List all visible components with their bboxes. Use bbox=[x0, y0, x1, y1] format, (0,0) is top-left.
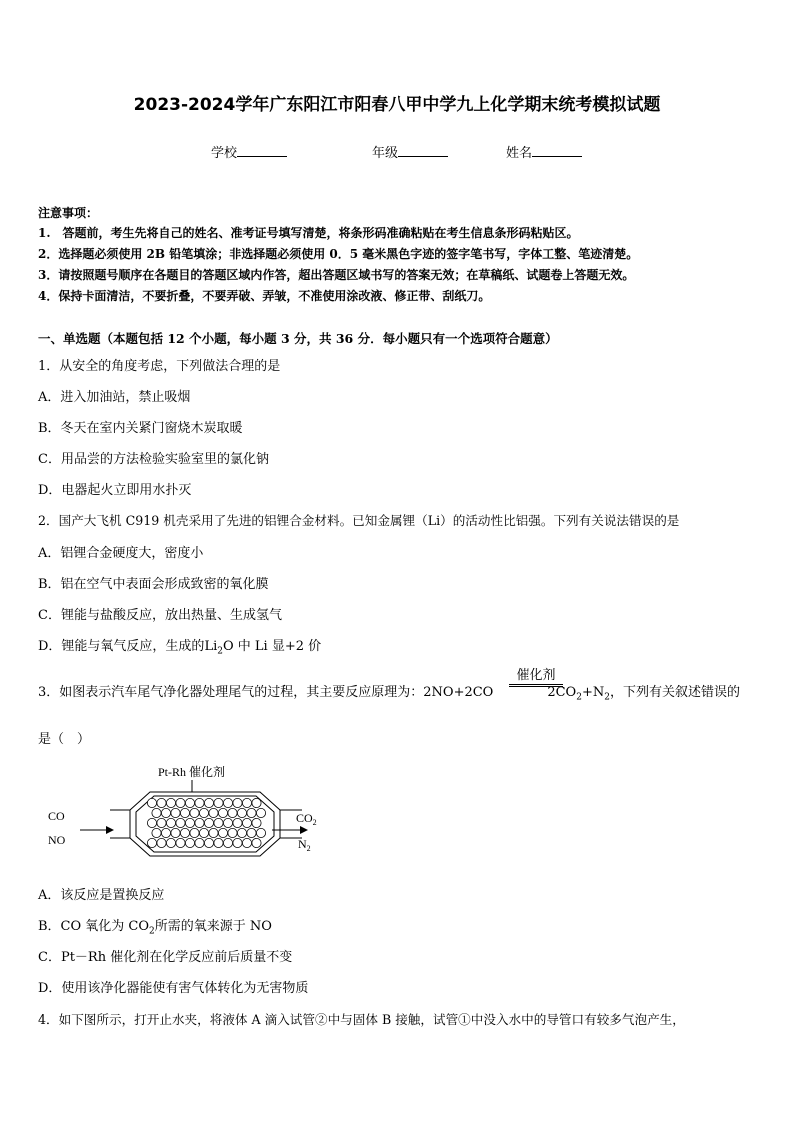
catalyst-bead bbox=[252, 798, 261, 807]
catalyst-bead bbox=[199, 828, 208, 837]
catalytic-converter-diagram bbox=[40, 758, 340, 868]
catalyst-bead bbox=[233, 798, 242, 807]
catalyst-bead bbox=[185, 798, 194, 807]
catalyst-bead bbox=[228, 828, 237, 837]
catalyst-bead bbox=[252, 838, 261, 847]
catalyst-bead bbox=[223, 818, 232, 827]
catalyst-bead bbox=[242, 838, 251, 847]
catalyst-bead bbox=[176, 838, 185, 847]
catalyst-bead bbox=[237, 828, 246, 837]
catalyst-bead bbox=[152, 828, 161, 837]
catalyst-bead bbox=[147, 818, 156, 827]
catalyst-bead bbox=[157, 798, 166, 807]
notice-item: 2．选择题必须使用 2B 铅笔填涂；非选择题必须使用 0．5 毫米黑色字迹的签字笔书写，字体工整、笔迹清楚。 bbox=[38, 247, 639, 261]
catalyst-bead bbox=[190, 828, 199, 837]
catalyst-bead bbox=[247, 828, 256, 837]
q3-subscript2: 2 bbox=[604, 692, 610, 703]
question-3-stem-line2: 是（ ） bbox=[38, 732, 91, 747]
inlet-arrow-head bbox=[106, 826, 114, 834]
catalyst-bead bbox=[228, 808, 237, 817]
notice-item: 1. 答题前，考生先将自己的姓名、准考证号填写清楚，将条形码准确粘贴在考生信息条形码粘贴区。 bbox=[38, 226, 579, 240]
catalyst-bead bbox=[195, 838, 204, 847]
catalyst-bead bbox=[171, 828, 180, 837]
question-2-stem: 2．国产大飞机 C919 机壳采用了先进的铝锂合金材料。已知金属锂（Li）的活动性比铝强。下列有关说法错误的是 bbox=[38, 513, 680, 528]
catalyst-bead bbox=[157, 838, 166, 847]
catalyst-bead bbox=[166, 818, 175, 827]
q3-subscript: 2 bbox=[576, 692, 582, 703]
inlet-gas-co: CO bbox=[48, 809, 65, 823]
grade-label: 年级 bbox=[372, 146, 399, 161]
q2-option-c: C．锂能与盐酸反应，放出热量、生成氢气 bbox=[38, 608, 282, 623]
grade-field bbox=[372, 142, 448, 161]
q3-stem-text: 3．如图表示汽车尾气净化器处理尾气的过程，其主要反应原理为：2NO+2CO bbox=[38, 685, 494, 700]
school-label: 学校 bbox=[211, 146, 238, 161]
catalyst-bead bbox=[247, 808, 256, 817]
q3-b-text: B．CO 氧化为 CO bbox=[38, 919, 150, 934]
notice-item: 3．请按照题号顺序在各题目的答题区域内作答，超出答题区域书写的答案无效；在草稿纸、试题卷上答题无效。 bbox=[38, 268, 635, 282]
catalyst-bead bbox=[209, 828, 218, 837]
catalyst-label: 催化剂 bbox=[516, 668, 556, 683]
notice-heading: 注意事项： bbox=[38, 206, 99, 220]
notice-item: 4．保持卡面清洁，不要折叠，不要弄破、弄皱，不准使用涂改液、修正带、刮纸刀。 bbox=[38, 289, 491, 303]
catalyst-bead bbox=[190, 808, 199, 817]
catalyst-bead bbox=[185, 818, 194, 827]
catalyst-bead bbox=[157, 818, 166, 827]
equation-double-line bbox=[509, 684, 563, 687]
catalyst-bead bbox=[214, 838, 223, 847]
catalyst-bead bbox=[256, 808, 265, 817]
outlet-gas-n2: $N_2$ bbox=[298, 837, 311, 853]
catalyst-bead bbox=[161, 808, 170, 817]
school-field bbox=[211, 142, 287, 161]
catalyst-bead bbox=[218, 808, 227, 817]
catalyst-bead bbox=[166, 838, 175, 847]
catalyst-bead bbox=[180, 808, 189, 817]
catalyst-bead bbox=[237, 808, 246, 817]
question-1-stem: 1．从安全的角度考虑，下列做法合理的是 bbox=[38, 359, 281, 374]
catalyst-condition bbox=[509, 664, 563, 687]
q1-option-c: C．用品尝的方法检验实验室里的氯化钠 bbox=[38, 452, 269, 467]
catalyst-bead bbox=[147, 798, 156, 807]
q1-option-d: D．电器起火立即用水扑灭 bbox=[38, 483, 192, 498]
catalyst-bead bbox=[209, 808, 218, 817]
outlet-arrow-head bbox=[300, 826, 308, 834]
school-blank bbox=[237, 144, 287, 157]
q3-option-b bbox=[38, 915, 272, 937]
q2-d-text-end: O 中 Li 显+2 价 bbox=[222, 639, 322, 654]
catalyst-bead bbox=[166, 798, 175, 807]
grade-blank bbox=[398, 144, 448, 157]
catalyst-bead bbox=[252, 818, 261, 827]
catalyst-bead bbox=[214, 798, 223, 807]
catalyst-bead bbox=[233, 838, 242, 847]
q3-option-d: D．使用该净化器能使有害气体转化为无害物质 bbox=[38, 981, 309, 996]
catalyst-bead bbox=[171, 808, 180, 817]
catalyst-bead bbox=[204, 818, 213, 827]
catalyst-bead bbox=[176, 798, 185, 807]
catalyst-bead bbox=[242, 818, 251, 827]
q2-option-a: A．铝锂合金硬度大，密度小 bbox=[38, 546, 204, 561]
catalyst-bead bbox=[256, 828, 265, 837]
catalyst-bead bbox=[204, 838, 213, 847]
name-label: 姓名 bbox=[506, 146, 533, 161]
q3-option-a: A．该反应是置换反应 bbox=[38, 888, 165, 903]
catalyst-bead bbox=[223, 838, 232, 847]
page-title: 2023-2024学年广东阳江市阳春八甲中学九上化学期末统考模拟试题 bbox=[133, 95, 661, 115]
catalyst-bead bbox=[214, 818, 223, 827]
q3-equation-product2: +N bbox=[581, 685, 605, 700]
q3-stem-tail: ，下列有关叙述错误的 bbox=[609, 685, 740, 700]
catalyst-bead bbox=[152, 808, 161, 817]
name-field bbox=[506, 142, 582, 161]
q2-option-d bbox=[38, 635, 321, 657]
catalyst-bead bbox=[161, 828, 170, 837]
q1-option-b: B．冬天在室内关紧门窗烧木炭取暖 bbox=[38, 421, 243, 436]
q3-option-c: C．Pt－Rh 催化剂在化学反应前后质量不变 bbox=[38, 950, 293, 965]
catalyst-bead bbox=[242, 798, 251, 807]
catalyst-bead bbox=[180, 828, 189, 837]
inlet-gas-no: NO bbox=[48, 833, 66, 847]
q3-equation-product: 2CO bbox=[547, 685, 577, 700]
catalyst-beads bbox=[147, 798, 265, 847]
catalyst-bead bbox=[195, 818, 204, 827]
catalyst-bead bbox=[223, 798, 232, 807]
catalyst-bead bbox=[185, 838, 194, 847]
q2-d-text: D．锂能与氧气反应，生成的 bbox=[38, 639, 205, 654]
question-4-stem: 4．如下图所示，打开止水夹，将液体 A 滴入试管②中与固体 B 接触，试管①中没入水中的导管口有较多气泡产生， bbox=[38, 1012, 685, 1027]
name-blank bbox=[532, 144, 582, 157]
question-3-stem bbox=[38, 681, 740, 703]
catalyst-bead bbox=[218, 828, 227, 837]
converter-svg bbox=[40, 758, 340, 868]
q2-option-b: B．铝在空气中表面会形成致密的氧化膜 bbox=[38, 577, 269, 592]
q2-d-formula: Li bbox=[204, 639, 218, 654]
section-heading: 一、单选题（本题包括 12 个小题，每小题 3 分，共 36 分．每小题只有一个选项符合题意） bbox=[38, 331, 558, 346]
diagram-catalyst-label: Pt-Rh 催化剂 bbox=[158, 765, 226, 779]
catalyst-bead bbox=[204, 798, 213, 807]
catalyst-bead bbox=[199, 808, 208, 817]
catalyst-bead bbox=[233, 818, 242, 827]
q3-b-subscript: 2 bbox=[149, 926, 155, 937]
catalyst-bead bbox=[195, 798, 204, 807]
q1-option-a: A．进入加油站，禁止吸烟 bbox=[38, 390, 191, 405]
catalyst-bead bbox=[176, 818, 185, 827]
q2-d-subscript: 2 bbox=[217, 646, 223, 657]
outlet-gas-co2: $CO_2$ bbox=[296, 811, 317, 827]
catalyst-bead bbox=[147, 838, 156, 847]
q3-b-text-end: 所需的氧来源于 NO bbox=[154, 919, 272, 934]
